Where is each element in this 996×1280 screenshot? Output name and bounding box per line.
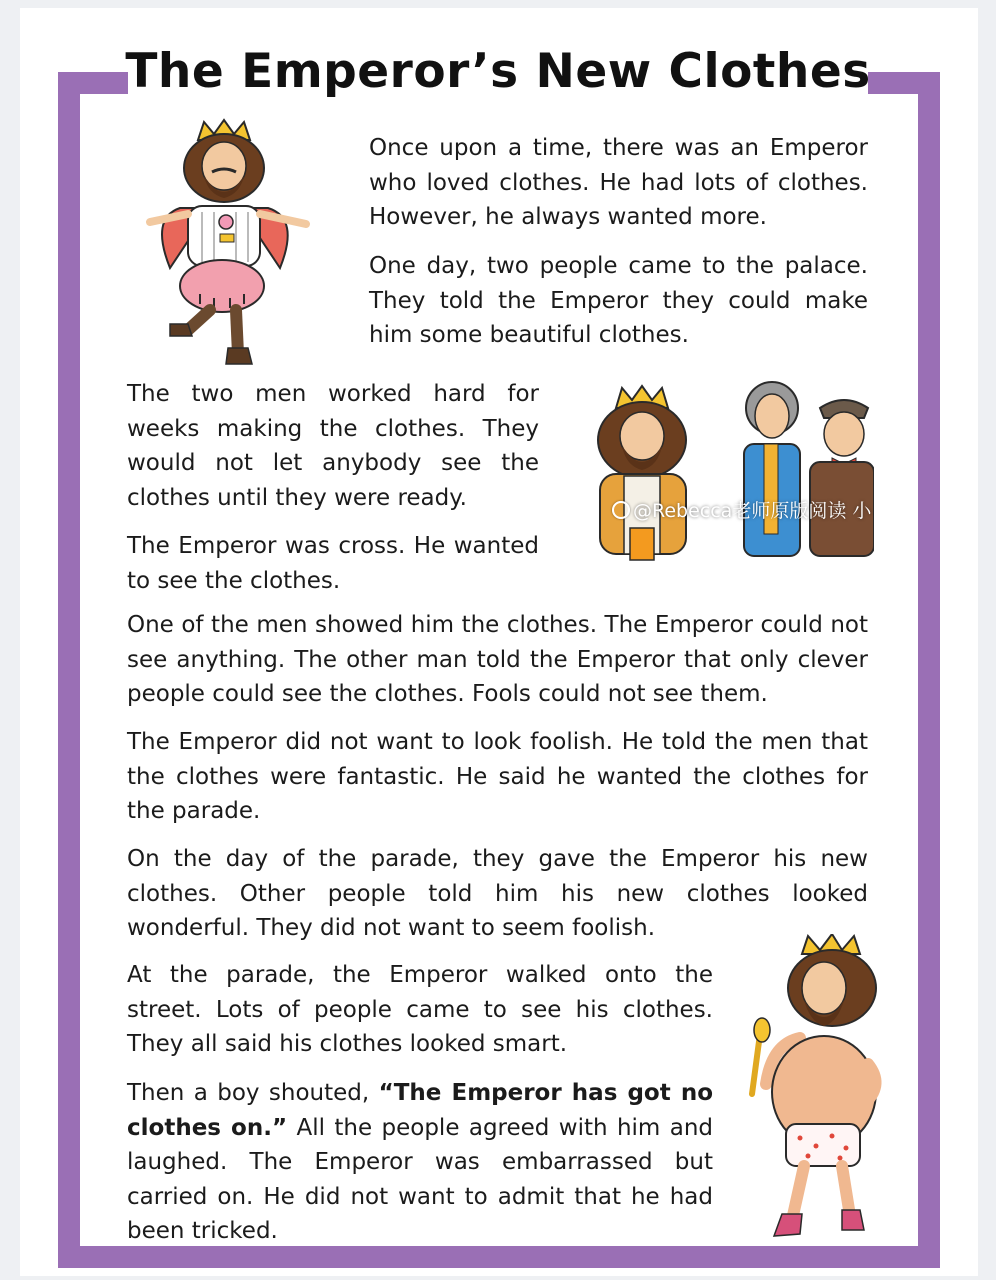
- paragraph-5: One of the men showed him the clothes. The Emperor could not see anything. The other man told the Emperor that only clever people could see the clothes. Fools could not see them.: [127, 612, 868, 707]
- emperor-no-clothes-icon: [742, 934, 892, 1244]
- emperor-and-tailors-icon: [594, 378, 874, 568]
- paragraph-4: The Emperor was cross. He wanted to see the clothes.: [127, 533, 539, 594]
- paragraph-9-rest: All the people agreed with him and laughed. The Emperor was embarrassed but carried on. He did not want to admit that he had been tricked.: [127, 1114, 713, 1244]
- page-title: The Emperor’s New Clothes: [125, 44, 871, 99]
- paragraph-3: The two men worked hard for weeks making the clothes. They would not let anybody see the clothes until they were ready.: [127, 381, 539, 511]
- watermark-text: @Rebecca老师原版阅读 小: [633, 500, 872, 522]
- paragraph-9-intro: Then a boy shouted,: [127, 1080, 379, 1106]
- paragraph-8: At the parade, the Emperor walked onto the street. Lots of people came to see his clothes. They all said his clothes looked smart.: [127, 962, 713, 1057]
- paragraph-2: One day, two people came to the palace. They told the Emperor they could make him some beautiful clothes.: [369, 253, 868, 348]
- boy-quote: “The Emperor has got no clothes on.”: [127, 1080, 713, 1141]
- emperor-dancing-icon: [140, 118, 320, 368]
- paragraph-9: [127, 1076, 713, 1249]
- paragraph-6: The Emperor did not want to look foolish. He told the men that the clothes were fantastic. He said he wanted the clothes for the parade.: [127, 729, 868, 824]
- paragraph-1: Once upon a time, there was an Emperor who loved clothes. He had lots of clothes. However, he always wanted more.: [369, 135, 868, 230]
- watermark-logo-icon: [612, 501, 630, 519]
- watermark: [612, 496, 871, 523]
- paragraph-7: On the day of the parade, they gave the Emperor his new clothes. Other people told him his new clothes looked wonderful. They did not want to seem foolish.: [127, 846, 868, 941]
